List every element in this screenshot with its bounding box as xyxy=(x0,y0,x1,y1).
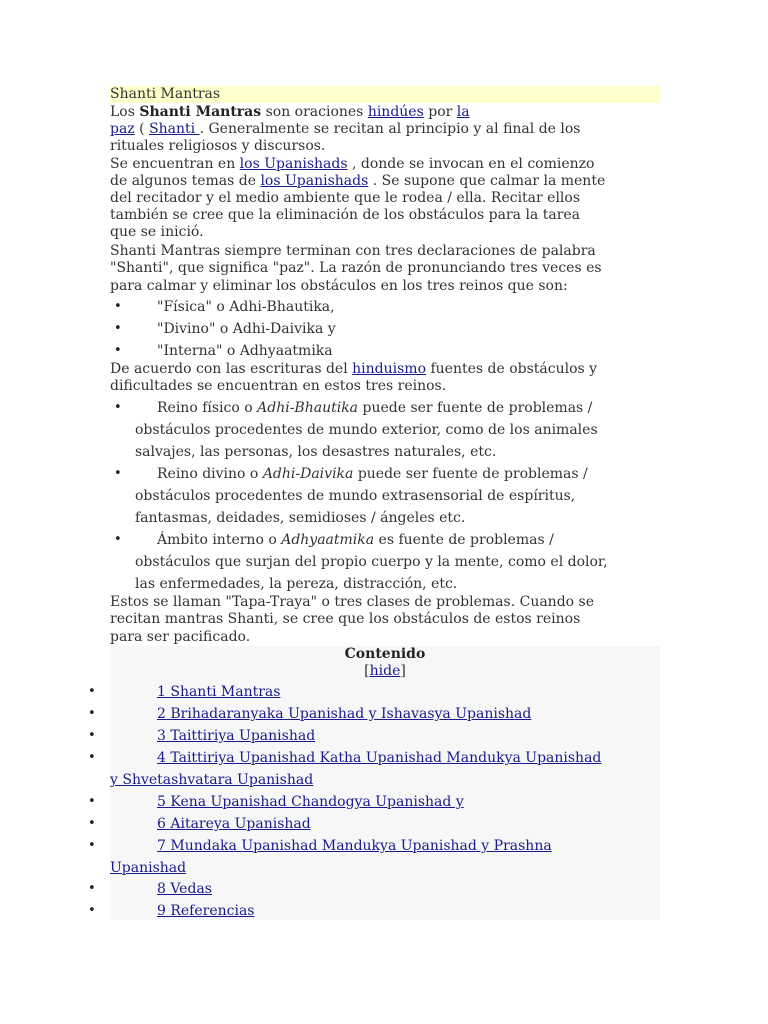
realm-physical-line-1 xyxy=(157,400,592,417)
realm-internal-line-3: las enfermedades, la pereza, distracción, etc. xyxy=(135,576,458,592)
p3-line-1: Shanti Mantras siempre terminan con tres declaraciones de palabra xyxy=(110,243,596,259)
term: Adhi-Bhautika xyxy=(257,400,359,416)
text: De acuerdo con las escrituras del xyxy=(110,361,353,377)
text: . Se supone que calmar la mente xyxy=(368,173,606,189)
text: Se encuentran en xyxy=(110,156,240,172)
intro-line-1 xyxy=(110,104,470,121)
realm-divine-line-2: obstáculos procedentes de mundo extrasensorial de espíritus, xyxy=(135,488,576,504)
realm-divine-line-3: fantasmas, deidades, semidioses / ángeles etc. xyxy=(135,510,466,526)
p4-line-2: dificultades se encuentran en estos tres reinos. xyxy=(110,378,447,394)
bullet-icon xyxy=(88,727,96,743)
toc-link-5[interactable]: 5 Kena Upanishad Chandogya Upanishad y xyxy=(157,794,464,810)
toc-link-7-cont[interactable]: Upanishad xyxy=(110,860,187,876)
p2-line-1 xyxy=(110,156,594,173)
realm-physical-line-2: obstáculos procedentes de mundo exterior, como de los animales xyxy=(135,422,598,438)
toc-link-2[interactable]: 2 Brihadaranyaka Upanishad y Ishavasya Upanishad xyxy=(157,706,532,722)
realm-divine-line-1 xyxy=(157,466,588,483)
link-upanishads-1[interactable]: los Upanishads xyxy=(239,156,348,172)
text: puede ser fuente de problemas / xyxy=(358,400,593,416)
text: , donde se invocan en el comienzo xyxy=(347,156,595,172)
bullet-icon xyxy=(88,880,96,896)
toc-item[interactable] xyxy=(157,903,255,920)
bullet-icon xyxy=(88,683,96,699)
bracket: [ xyxy=(364,663,370,679)
link-hindues[interactable]: hindúes xyxy=(367,104,424,120)
toc-hide-link[interactable]: hide xyxy=(369,663,401,679)
toc-item-cont[interactable] xyxy=(110,860,186,877)
toc-item[interactable] xyxy=(157,881,212,898)
toc-item[interactable] xyxy=(157,728,315,745)
text: fuentes de obstáculos y xyxy=(426,361,598,377)
text: puede ser fuente de problemas / xyxy=(353,466,588,482)
page-title: Shanti Mantras xyxy=(110,86,221,102)
toc-item[interactable] xyxy=(157,816,311,833)
p5-line-2: recitan mantras Shanti, se cree que los obstáculos de estos reinos xyxy=(110,611,581,627)
bullet-icon xyxy=(88,793,96,809)
text: . Generalmente se recitan al principio y al final de los xyxy=(199,121,581,137)
bracket: ] xyxy=(400,663,406,679)
toc-link-4[interactable]: 4 Taittiriya Upanishad Katha Upanishad Mandukya Upanishad xyxy=(157,750,602,766)
text: son oraciones xyxy=(261,104,368,120)
toc-item-cont[interactable] xyxy=(110,772,313,789)
intro-line-3: rituales religiosos y discursos. xyxy=(110,138,326,154)
toc-link-6[interactable]: 6 Aitareya Upanishad xyxy=(157,816,311,832)
p5-line-3: para ser pacificado. xyxy=(110,629,251,645)
bullet-icon xyxy=(114,467,120,473)
toc-item[interactable] xyxy=(157,706,531,723)
text: de algunos temas de xyxy=(110,173,261,189)
toc-item[interactable] xyxy=(157,838,552,855)
link-hinduismo[interactable]: hinduismo xyxy=(352,361,427,377)
bullet-icon xyxy=(88,815,96,831)
link-upanishads-2[interactable]: los Upanishads xyxy=(260,173,369,189)
toc-item[interactable] xyxy=(157,750,601,767)
toc-heading: Contenido xyxy=(344,646,426,662)
bullet-icon xyxy=(114,401,120,407)
term: Adhi-Daivika xyxy=(262,466,354,482)
p2-line-5: que se inició. xyxy=(110,224,204,240)
bullet-icon xyxy=(114,300,120,306)
toc-link-1[interactable]: 1 Shanti Mantras xyxy=(157,684,281,700)
bullet-icon xyxy=(88,705,96,721)
text: por xyxy=(423,104,457,120)
bullet-icon xyxy=(114,344,120,350)
realm-physical-line-3: salvajes, las personas, los desastres naturales, etc. xyxy=(135,444,497,460)
text: Los xyxy=(110,104,140,120)
list-item: "Divino" o Adhi-Daivika y xyxy=(157,321,336,337)
bullet-icon xyxy=(114,533,120,539)
toc-item[interactable] xyxy=(157,794,464,811)
p2-line-3: del recitador y el medio ambiente que le rodea / ella. Recitar ellos xyxy=(110,190,581,206)
bullet-icon xyxy=(114,322,120,328)
list-item: "Interna" o Adhyaatmika xyxy=(157,343,333,359)
p3-line-2: "Shanti", que significa "paz". La razón de pronunciando tres veces es xyxy=(110,260,602,276)
term-shanti-mantras: Shanti Mantras xyxy=(139,104,262,120)
text: Ámbito interno o xyxy=(157,532,282,548)
term: Adhyaatmika xyxy=(281,532,375,548)
toc-link-7[interactable]: 7 Mundaka Upanishad Mandukya Upanishad y Prashna xyxy=(157,838,552,854)
realm-internal-line-2: obstáculos que surjan del propio cuerpo y la mente, como el dolor, xyxy=(135,554,608,570)
link-shanti[interactable]: Shanti xyxy=(149,121,200,137)
toc-link-9[interactable]: 9 Referencias xyxy=(157,903,255,919)
intro-line-2 xyxy=(110,121,581,138)
toc-toggle xyxy=(110,663,660,680)
text: Reino divino o xyxy=(157,466,263,482)
link-la-paz-part1[interactable]: la xyxy=(456,104,470,120)
p2-line-4: también se cree que la eliminación de los obstáculos para la tarea xyxy=(110,207,581,223)
toc-link-8[interactable]: 8 Vedas xyxy=(157,881,212,897)
p3-line-3: para calmar y eliminar los obstáculos en los tres reinos que son: xyxy=(110,278,568,294)
link-la-paz-part2[interactable]: paz xyxy=(110,121,135,137)
text: Reino físico o xyxy=(157,400,258,416)
realm-internal-line-1 xyxy=(157,532,554,549)
list-item: "Física" o Adhi-Bhautika, xyxy=(157,299,335,315)
bullet-icon xyxy=(88,749,96,765)
bullet-icon xyxy=(88,902,96,918)
toc-link-3[interactable]: 3 Taittiriya Upanishad xyxy=(157,728,316,744)
p2-line-2 xyxy=(110,173,605,190)
text: es fuente de problemas / xyxy=(374,532,554,548)
toc-link-4-cont[interactable]: y Shvetashvatara Upanishad xyxy=(110,772,314,788)
p5-line-1: Estos se llaman "Tapa-Traya" o tres clases de problemas. Cuando se xyxy=(110,594,595,610)
bullet-icon xyxy=(88,837,96,853)
toc-item[interactable] xyxy=(157,684,280,701)
text: ( xyxy=(134,121,150,137)
p4-line-1 xyxy=(110,361,597,378)
